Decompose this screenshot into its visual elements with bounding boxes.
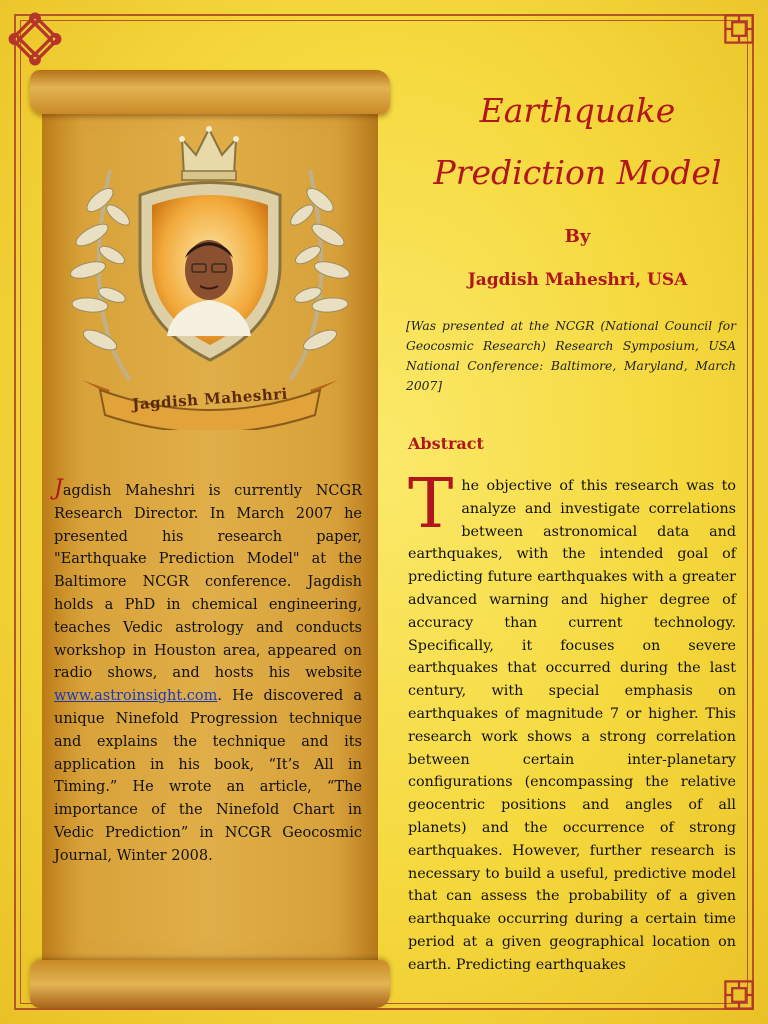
title-line-1: Earthquake [479, 91, 676, 130]
bio-text-part2: . He discovered a unique Ninefold Progression technique and explains the technique and its application in his book, “It’s All in Timing.” He wrote an article, “The importance of the Ninefold Chart in Vedic Prediction” in NCGR Geocosmic Journal, Winter 2008. [54, 688, 362, 864]
ribbon-name-label: Jagdish Maheshri [131, 384, 289, 414]
byline: By [564, 226, 591, 247]
website-link[interactable]: www.astroinsight.com [54, 688, 218, 705]
abstract-text: he objective of this research was to analyze and investigate correlations between astronomical data and earthquakes, with the intended goal of predicting future earthquakes with a greater advanced warning and higher degree of accuracy than current technology. Specifically, it focuses on severe earthquakes that occurred during the last century, with special emphasis on earthquakes of magnitude 7 or higher. This research work shows a strong correlation between certain inter-planetary configurations (encompassing the relative geocentric positions and angles of all planets) and the occurrence of strong earthquakes. However, further research is necessary to build a useful, predictive model that can assess the probability of a given earthquake occurring during a certain time period at a given geographical location on earth. Predicting earthquakes [408, 478, 736, 973]
page-title [405, 80, 750, 204]
scroll-roll-top [30, 70, 390, 114]
author-emblem [70, 120, 350, 430]
abstract-drop-cap: T [408, 465, 454, 544]
author-name: Jagdish Maheshri, USA [467, 270, 688, 290]
endless-knot-icon [8, 12, 62, 66]
abstract-heading: Abstract [408, 434, 484, 453]
bio-drop-cap: J [54, 476, 63, 501]
abstract-body [408, 465, 736, 977]
bio-text-part1: agdish Maheshri is currently NCGR Research Director. In March 2007 he presented his research paper, "Earthquake Prediction Model" at the Baltimore NCGR conference. Jagdish holds a PhD in chemical engineering, teaches Vedic astrology and conducts workshop in Houston area, appeared on radio shows, and hosts his website [54, 483, 362, 682]
title-line-2: Prediction Model [433, 153, 722, 192]
corner-ornament-icon [722, 12, 756, 46]
presentation-note: [Was presented at the NCGR (National Council for Geocosmic Research) Research Symposium, USA National Conference: Baltimore, Maryland, March 2007] [406, 319, 736, 393]
scroll-roll-bottom [30, 960, 390, 1008]
corner-ornament-icon [722, 978, 756, 1012]
author-portrait [162, 228, 256, 336]
author-bio [54, 478, 362, 868]
